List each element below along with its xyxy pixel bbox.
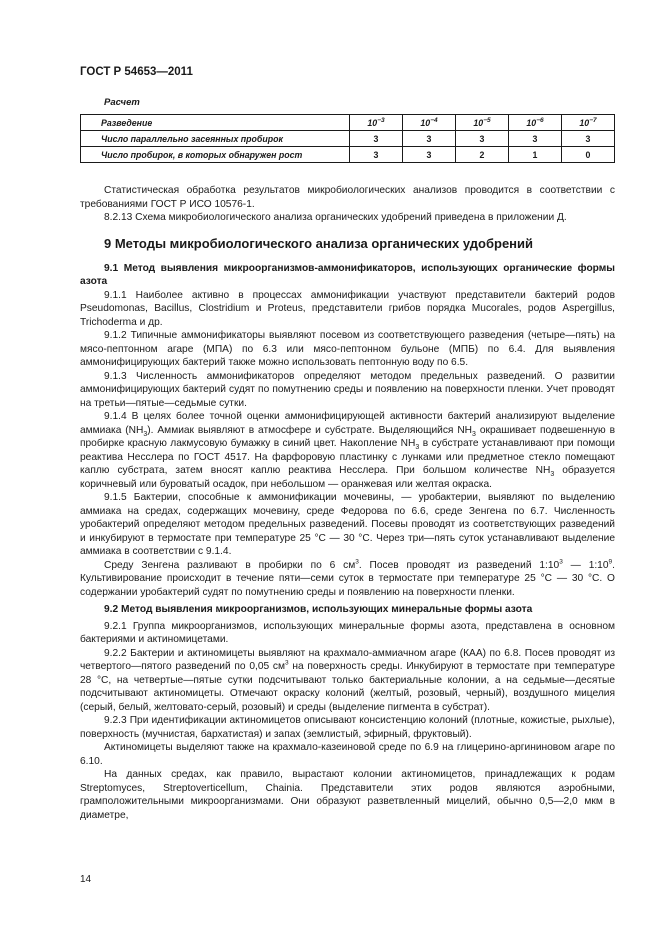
dilution-cell: $10^{-5}$	[456, 115, 509, 131]
document-body	[80, 184, 615, 822]
paragraph: 9.1.2 Типичные аммонификаторы выявляют посевом из соответствующего разведения (четыре—пять) на мясо-пептонном агаре (МПА) по 6.3 или мясо-пептонном бульоне (МПБ) по 6.4. Для выявления аммонифицирующих бактерий также можно использовать пептонную воду по 6.5.	[80, 330, 615, 368]
subsection-heading: 9.1 Метод выявления микроорганизмов-аммонификаторов, использующих органические формы азота	[80, 262, 615, 287]
dilution-cell: $10^{-3}$	[350, 115, 403, 131]
table-cell: 3	[509, 131, 562, 147]
paragraph: Актиномицеты выделяют также на крахмало-казеиновой среде по 6.9 на глицерино-аргининовом агаре по 6.10.	[80, 742, 615, 767]
paragraph: 9.2.1 Группа микроорганизмов, использующих минеральные формы азота, представлена в основном бактериями и актиномицетами.	[80, 620, 615, 645]
calc-title: Расчет	[104, 97, 140, 108]
document-header: ГОСТ Р 54653—2011	[80, 66, 193, 78]
calc-table	[80, 114, 615, 163]
row-label-growth: Число пробирок, в которых обнаружен рост	[81, 147, 350, 163]
dilution-cell: $10^{-6}$	[509, 115, 562, 131]
paragraph: 9.2.3 При идентификации актиномицетов описывают консистенцию колоний (плотные, кожистые, рыхлые), поверхность (мучнистая, бархатистая) и запах (землистый, эфирный, фруктовый).	[80, 715, 615, 740]
section-heading: 9 Методы микробиологического анализа органических удобрений	[104, 235, 534, 251]
paragraph: Статистическая обработка результатов микробиологических анализов проводится в соответствии с требованиями ГОСТ Р ИСО 10576-1.	[80, 185, 615, 210]
table-cell: 3	[562, 131, 615, 147]
paragraph: 8.2.13 Схема микробиологического анализа органических удобрений приведена в приложении Д.	[104, 212, 567, 223]
subsection-heading: 9.2 Метод выявления микроорганизмов, использующих минеральные формы азота	[104, 604, 533, 615]
paragraph: Среду Зенгена разливают в пробирки по 6 $см^3$. Посев проводят из разведений $1:10^3$ — $1:10^9$. Культивирование происходит в течение пяти—семи суток в термостате при температуре 25 °С — 30 °С. О содержании уробактерий судят по помутнению среды и появлению на поверхности пленки.	[80, 558, 615, 598]
paragraph: 9.1.4 В целях более точной оценки аммонифицирующей активности бактерий анализируют выделение аммиака $(NH_3)$. Аммиак выявляют в атмосфере и субстрате. Выделяющийся $NH_3$ окрашивает подвешенную в пробирке красную лакмусовую бумажку в синий цвет. Накопление $NH_3$ в субстрате устанавливают при помощи реактива Несслера по ГОСТ 4517. На фарфоровую пластинку с лунками или предметное стекло помещают каплю субстрата, затем вносят каплю реактива Несслера. При большом количестве $NH_3$ образуется коричневый или буроватый осадок, при небольшом — оранжевая или желтая окраска.	[80, 411, 615, 490]
table-cell: 3	[403, 131, 456, 147]
page-number: 14	[80, 874, 92, 885]
table-row	[81, 131, 615, 147]
table-cell: 3	[456, 131, 509, 147]
paragraph: 9.1.3 Численность аммонификаторов определяют методом предельных разведений. О развитии аммонифицирующих бактерий судят по помутнению среды и появлению на поверхности пленки. Учет проводят на третьи—пятые—седьмые сутки.	[80, 370, 615, 409]
table-cell: 2	[456, 147, 509, 163]
table-cell: 3	[350, 131, 403, 147]
paragraph: На данных средах, как правило, вырастают колонии актиномицетов, принадлежащих к родам Streptomyces, Streptoverticellum, Chainia. Представители этих родов являются аэробными, грамположительными микроорганизмами. Они образуют разветвленный мицелий, обычно 0,5—2,0 мкм в диаметре,	[80, 769, 615, 821]
table-cell: 3	[403, 147, 456, 163]
dilution-cell: $10^{-4}$	[403, 115, 456, 131]
table-row	[81, 115, 615, 131]
paragraph: 9.2.2 Бактерии и актиномицеты выявляют на крахмало-аммиачном агаре (КАА) по 6.8. Посев проводят из четвертого—пятого разведений по 0,05 $см^3$ на поверхность среды. Инкубируют в термостате при температуре 28 °С, на четвертые—пятые сутки подсчитывают только бактериальные колонии, а на седьмые—десятые подсчитывают актиномицеты. Отмечают окраску колоний (желтый, розовый, черный), воздушного мицелия (серый, белый, желтовато-серый, розовый) и среды (выделение пигмента в субстрат).	[80, 647, 616, 713]
table-cell: 1	[509, 147, 562, 163]
table-cell: 0	[562, 147, 615, 163]
row-label-dilution: Разведение	[81, 115, 350, 131]
paragraph: 9.1.5 Бактерии, способные к аммонификации мочевины, — уробактерии, выявляют по выделению аммиака на средах, содержащих мочевину, среде Федорова по 6.6, среде Зенгена по 6.7. Численность уробактерий определяют методом предельных разведений. Посевы проводят из соответствующих разведений и инкубируют в термостате при температуре 25 °С — 30 °С. Через три—пять суток устанавливают выделение аммиака в соответствии с 9.1.4.	[80, 492, 615, 557]
paragraph: 9.1.1 Наиболее активно в процессах аммонификации участвуют представители бактерий родов Pseudomonas, Bacillus, Clostridium и Proteus, представители грибов порядка Mucorales, родов Aspergillus, Trichoderma и др.	[80, 289, 615, 328]
row-label-sown: Число параллельно засеянных пробирок	[81, 131, 350, 147]
dilution-cell: $10^{-7}$	[562, 115, 615, 131]
table-cell: 3	[350, 147, 403, 163]
table-row	[81, 147, 615, 163]
